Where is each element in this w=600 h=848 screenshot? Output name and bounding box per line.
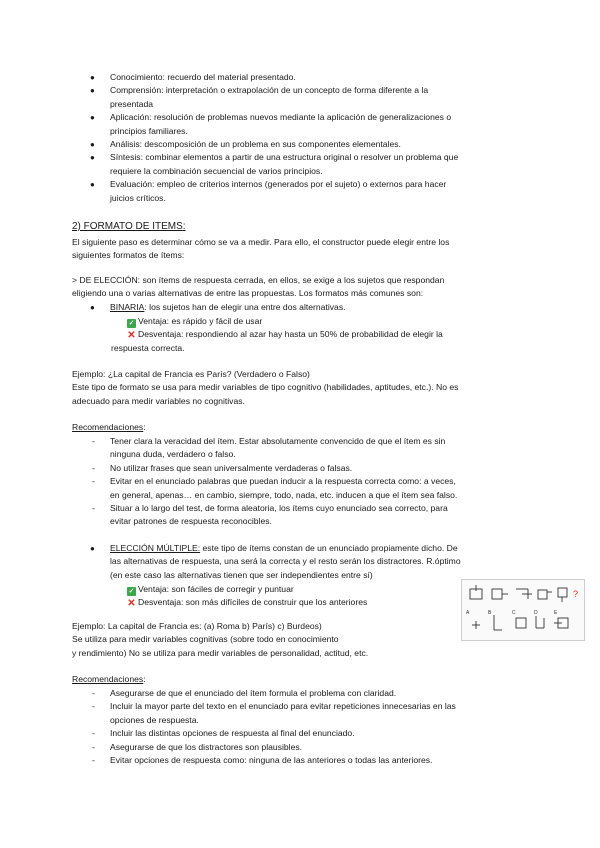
eleccion-paragraph: > DE ELECCIÓN: son ítems de respuesta cerrada, en ellos, se exige a los sujetos que respondan eligiendo una o varias alternativas de entre las propuestas. Los formatos más comunes son: <box>72 275 445 299</box>
list-item: - Tener clara la veracidad del ítem. Estar absolutamente convencido de que el ítem es sin ninguna duda, verdadero o falso. <box>92 436 446 460</box>
binaria-desventaja-cont: respuesta correcta. <box>111 343 185 353</box>
svg-text:D: D <box>534 610 538 616</box>
list-item: - Incluir la mayor parte del texto en el enunciado para evitar repeticiones innecesarias en las opciones de respuesta. <box>92 701 456 725</box>
list-item: - Asegurarse de que el enunciado del ítem formula el problema con claridad. <box>92 688 397 698</box>
list-item: ● Análisis: descomposición de un problema en sus componentes elementales. <box>90 139 401 150</box>
list-item: - No utilizar frases que sean universalmente verdaderas o falsas. <box>92 462 353 473</box>
multiple-ventaja: ✓ Ventaja: son fáciles de corregir y puntuar <box>128 584 294 595</box>
section-intro: El siguiente paso es determinar cómo se va a medir. Para ello, el constructor puede elegir entre los siguientes formatos de ítems: <box>72 237 450 261</box>
binaria-ventaja: ✓ Ventaja: es rápido y fácil de usar <box>128 316 263 327</box>
binaria-desventaja: ✕ Desventaja: respondiendo al azar hay hasta un 50% de probabilidad de elegir la <box>127 329 443 341</box>
binaria-label: BINARIA <box>110 302 145 312</box>
list-item: - Evitar opciones de respuesta como: ninguna de las anteriores o todas las anteriores. <box>92 755 433 766</box>
check-icon: ✓ <box>128 320 135 327</box>
svg-text:E: E <box>554 610 558 616</box>
list-item: ● Síntesis: combinar elementos a partir de una estructura original o resolver un problema que requiere la combinación secuencial de varios principios. <box>90 152 459 176</box>
list-item: - Evitar en el enunciado palabras que puedan inducir a la respuesta correcta como: a veces, en general, apenas… en cambio, siempre, todo, nada, etc. inducen a que el ítem sea falso. <box>92 476 458 500</box>
document-page: ● Conocimiento: recuerdo del material presentado. ● Comprensión: interpretación o extrapolación de un concepto de forma diferente a la presentada ● Aplicación: resolución de problemas nuevos mediante la aplicación de generalizaciones o principios familiares. ● Análisis: descomposición de un problema en sus componentes elementales. ● Síntesis: combinar elementos a partir de una estructura original o resolver un problema que requiere la combinación secuencial de varios principios. ● Evaluación: empleo de criterios internos (generados por el sujeto) o externos para hacer juicios críticos. 2) FORMATO DE ITEMS: El siguiente paso es determinar cómo se va a medir. Para ello, el constructor puede elegir entre los siguientes formatos de ítems: > DE ELECCIÓN: son ítems de respuesta cerrada, en ellos, se exige a los sujetos que respondan eligiendo una o varias alternativas de entre las propuestas. Los formatos más comunes son: ● BINARIA: los sujetos han de elegir una entre dos alternativas. ✓ Ventaja: es rápido y fácil de usar ✕ Desventaja: respondiendo al azar hay hasta un 50% de probabilidad de elegir la respuesta correcta. Ejemplo: ¿La capital de Francia es París? (Verdadero o Falso) Este tipo de formato se usa para medir variables de tipo cognitivo (habilidades, aptitudes, etc.). No es adecuado para medir variables no cognitivas. Recomendaciones: - Tener clara la veracidad del ítem. Estar absolutamente convencido de que el ítem es sin ninguna duda, verdadero o falso. - No utilizar frases que sean universalmente verdaderas o falsas. - Evitar en el enunciado palabras que puedan inducir a la respuesta correcta como: a veces, en general, apenas… en cambio, siempre, todo, nada, etc. inducen a que el ítem sea falso. - Situar a lo largo del test, de forma aleatoria, los ítems cuyo enunciado sea correcto, para evitar patrones de respuesta reconocibles. ● ELECCIÓN MÚLTIPLE: este tipo de ítems constan de un enunciado propiamente dicho. De las alternativas de respuesta, una será la correcta y el resto serán los distractores. R.óptimo (en este caso las alternativas tienen que ser independientes entre sí) ✓ Ventaja: son fáciles de corregir y puntuar ✕ Desventaja: son más difíciles de construir que los anteriores A B C D E ? Ejemplo: La capital de Francia es: (a) Roma b) París) c) Burdeos) Se utiliza para medir variables cognitivas (sobre todo en conocimiento y rendimiento) No se utiliza para medir variables de personalidad, actitud, etc. Recomendaciones: - Asegurarse de que el enunciado del ítem formula el problema con claridad. - Incluir la mayor parte del texto en el enunciado para evitar repeticiones innecesarias en las opciones de respuesta. - Incluir las distintas opciones de respuesta al final del enunciado. - Asegurarse de que los distractores son plausibles. - Evitar opciones de respuesta como: ninguna de las anteriores o todas las anteriores. <box>0 0 600 848</box>
multiple-label: ELECCIÓN MÚLTIPLE: <box>110 543 201 553</box>
list-item: ● Conocimiento: recuerdo del material presentado. <box>90 72 296 82</box>
taxonomy-list <box>86 71 526 205</box>
svg-text:C: C <box>512 610 516 616</box>
multiple-ejemplo: Ejemplo: La capital de Francia es: (a) Roma b) París) c) Burdeos) Se utiliza para medir variables cognitivas (sobre todo en conocimiento y rendimiento) No se utiliza para medir variables de personalidad, actitud, etc. <box>72 621 369 658</box>
list-item: - Asegurarse de que los distractores son plausibles. <box>92 741 303 752</box>
list-item: ● Aplicación: resolución de problemas nuevos mediante la aplicación de generalizaciones o principios familiares. <box>90 112 452 136</box>
recomendaciones-list-2 <box>92 687 522 767</box>
check-icon: ✓ <box>128 588 135 595</box>
cross-icon: ✕ <box>127 598 136 609</box>
svg-text:B: B <box>488 610 492 616</box>
list-item: - Situar a lo largo del test, de forma aleatoria, los ítems cuyo enunciado sea correcto, para evitar patrones de respuesta reconocibles. <box>92 503 448 527</box>
section-heading: 2) FORMATO DE ITEMS: <box>72 221 186 232</box>
list-item: ● Evaluación: empleo de criterios internos (generados por el sujeto) o externos para hacer juicios críticos. <box>90 179 447 203</box>
question-mark: ? <box>573 589 579 599</box>
cross-icon: ✕ <box>127 330 136 341</box>
binaria-ejemplo: Ejemplo: ¿La capital de Francia es París? (Verdadero o Falso) Este tipo de formato se usa para medir variables de tipo cognitivo (habilidades, aptitudes, etc.). No es adecuado para medir variables no cognitivas. <box>72 369 459 406</box>
list-item: ● Comprensión: interpretación o extrapolación de un concepto de forma diferente a la presentada <box>90 85 429 109</box>
recomendaciones-title: Recomendaciones: <box>72 422 146 432</box>
multiple-desventaja: ✕ Desventaja: son más difíciles de construir que los anteriores <box>127 597 368 609</box>
recomendaciones-title-2: Recomendaciones: <box>72 674 146 684</box>
list-item: - Incluir las distintas opciones de respuesta al final del enunciado. <box>92 728 355 739</box>
svg-text:A: A <box>466 610 470 616</box>
recomendaciones-list <box>92 435 522 529</box>
